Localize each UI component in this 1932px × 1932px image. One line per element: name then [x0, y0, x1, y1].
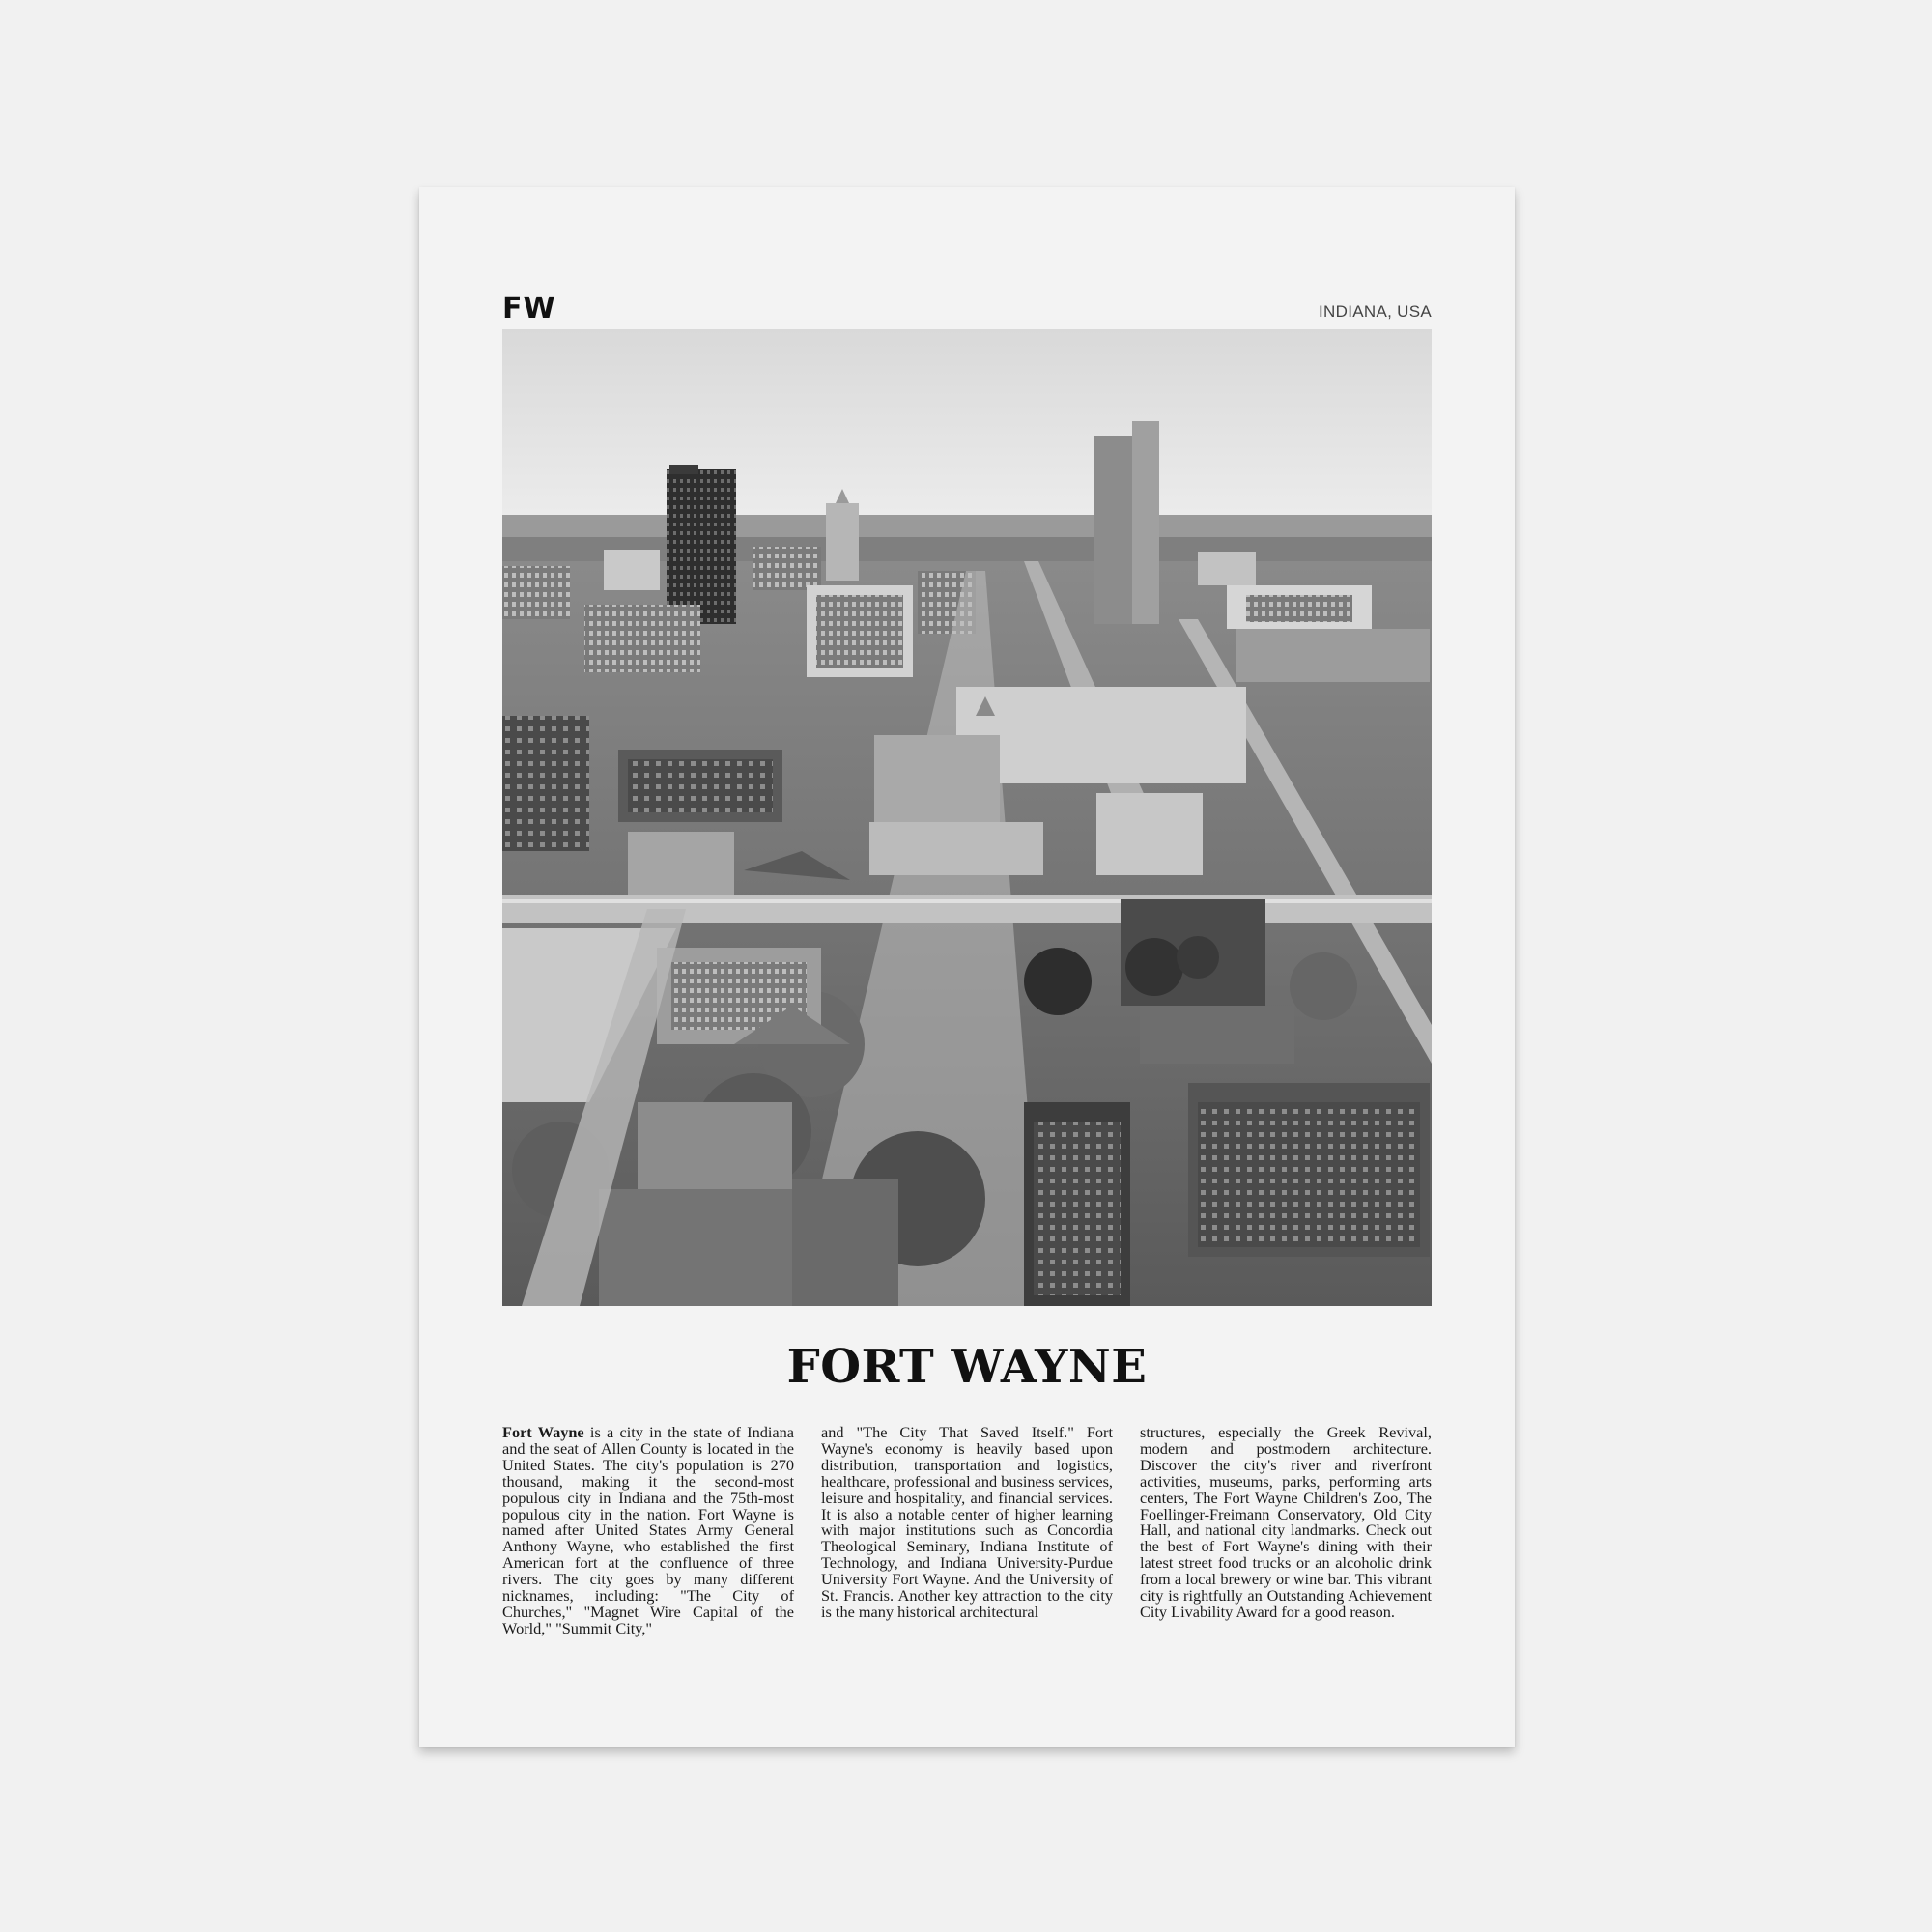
region-label: INDIANA, USA — [1319, 302, 1432, 321]
city-abbreviation: FW — [502, 292, 556, 326]
city-photo — [502, 329, 1432, 1306]
poster-title: FORT WAYNE — [786, 1340, 1148, 1394]
text-column-1 — [502, 1425, 794, 1637]
column-1-body: is a city in the state of Indiana and the seat of Allen County is located in the United States. The city's population is 270 thousand, making it the second-most populous city in Indiana and the 75th-most populous city in the nation. Fort Wayne is named after United States Army General Anthony Wayne, who established the first American fort at the confluence of three rivers. The city goes by many different nicknames, including: "The City of Churches," "Magnet Wire Capital of the World," "Summit City," — [502, 1423, 794, 1637]
text-column-2: and "The City That Saved Itself." Fort Wayne's economy is heavily based upon distribution, transportation and logistics, healthcare, professional and business services, leisure and hospitality, and financial services. It is also a notable center of higher learning with major institutions such as Concordia Theological Seminary, Indiana Institute of Technology, and Indiana University-Purdue University Fort Wayne. And the University of St. Francis. Another key attraction to the city is the many historical architectural — [821, 1423, 1114, 1621]
poster — [419, 187, 1515, 1747]
description-columns — [502, 1425, 1432, 1637]
text-column-3: structures, especially the Greek Revival, modern and postmodern architecture. Discover the city's river and riverfront activities, museums, parks, performing arts centers, The Fort Wayne Children's Zoo, The Foellinger-Freimann Conservatory, Old City Hall, and national city landmarks. Check out the best of Fort Wayne's dining with their latest street food trucks or an alcoholic drink from a local brewery or wine bar. This vibrant city is rightfully an Outstanding Achievement City Livability Award for a good reason. — [1140, 1423, 1432, 1621]
lead-bold: Fort Wayne — [502, 1423, 584, 1441]
